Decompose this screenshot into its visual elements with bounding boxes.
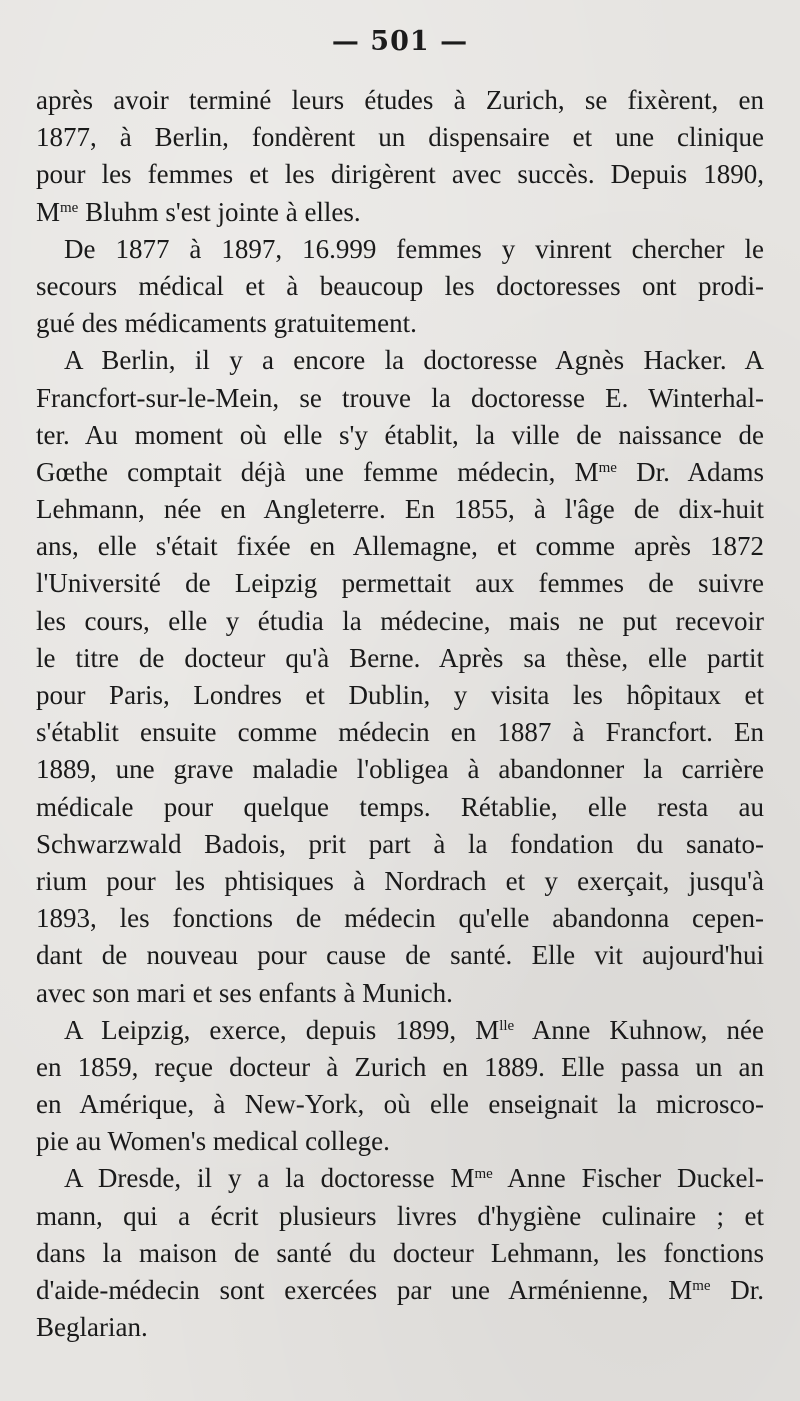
text-line: A Dresde, il y a la doctoresse $M^{me}$ Anne Fischer Duckel- [64, 1163, 764, 1194]
text-line: secours médical et à beaucoup les doctoresses ont prodi- [36, 270, 764, 301]
text-line: 1893, les fonctions de médecin qu'elle abandonna cepen- [36, 903, 764, 934]
paragraph-5 [36, 1160, 764, 1346]
text-line: rium pour les phtisiques à Nordrach et y exerçait, jusqu'à [36, 865, 764, 896]
text-line: Schwarzwald Badois, prit part à la fondation du sanato- [36, 828, 764, 859]
paragraph-1 [36, 82, 764, 231]
text-line: après avoir terminé leurs études à Zurich, se fixèrent, en [36, 85, 764, 115]
text-line: le titre de docteur qu'à Berne. Après sa thèse, elle partit [36, 642, 764, 673]
text-line: pour les femmes et les dirigèrent avec succès. Depuis 1890, [36, 159, 764, 190]
page-number: — 501 — [331, 26, 469, 57]
text-line: avec son mari et ses enfants à Munich. [36, 977, 453, 1008]
text-line: Lehmann, née en Angleterre. En 1855, à l'âge de dix-huit [36, 494, 764, 525]
text-line: 1877, à Berlin, fondèrent un dispensaire et une clinique [36, 122, 764, 153]
paragraph-4 [36, 1012, 764, 1161]
text-line: ter. Au moment où elle s'y établit, la ville de naissance de [36, 419, 764, 450]
text-line: dant de nouveau pour cause de santé. Elle vit aujourd'hui [36, 940, 764, 971]
text-line: pour Paris, Londres et Dublin, y visita les hôpitaux et [36, 680, 764, 710]
text-line: De 1877 à 1897, 16.999 femmes y vinrent chercher le [64, 233, 764, 264]
text-line: d'aide-médecin sont exercées par une Arménienne, $M^{me}$ Dr. [36, 1275, 764, 1305]
body-text [36, 82, 764, 1346]
text-line: dans la maison de santé du docteur Lehmann, les fonctions [36, 1237, 764, 1268]
text-line: pie au Women's medical college. [36, 1126, 390, 1157]
text-line: les cours, elle y étudia la médecine, mais ne put recevoir [36, 605, 764, 636]
text-line: Beglarian. [36, 1312, 148, 1343]
text-line: médicale pour quelque temps. Rétablie, elle resta au [36, 791, 764, 822]
text-line: Francfort-sur-le-Mein, se trouve la doctoresse E. Winterhal- [36, 382, 764, 413]
text-line: en Amérique, à New-York, où elle enseignait la microsco- [36, 1089, 764, 1120]
text-line: Gœthe comptait déjà une femme médecin, $M^{me}$ Dr. Adams [36, 456, 764, 487]
text-line: en 1859, reçue docteur à Zurich en 1889. Elle passa un an [36, 1051, 764, 1082]
paragraph-2 [36, 231, 764, 343]
text-line: $M^{me}$ Bluhm s'est jointe à elles. [36, 196, 361, 227]
text-line: gué des médicaments gratuitement. [36, 308, 417, 339]
text-line: mann, qui a écrit plusieurs livres d'hygiène culinaire ; et [36, 1200, 764, 1231]
text-line: A Berlin, il y a encore la doctoresse Agnès Hacker. A [64, 345, 764, 376]
text-line: A Leipzig, exerce, depuis 1899, $M^{lle}$ Anne Kuhnow, née [64, 1014, 764, 1045]
paragraph-3 [36, 342, 764, 1011]
text-line: 1889, une grave maladie l'obligea à abandonner la carrière [36, 754, 764, 785]
text-line: l'Université de Leipzig permettait aux femmes de suivre [36, 568, 764, 599]
text-line: ans, elle s'était fixée en Allemagne, et comme après 1872 [36, 531, 764, 562]
text-line: s'établit ensuite comme médecin en 1887 à Francfort. En [36, 717, 764, 748]
